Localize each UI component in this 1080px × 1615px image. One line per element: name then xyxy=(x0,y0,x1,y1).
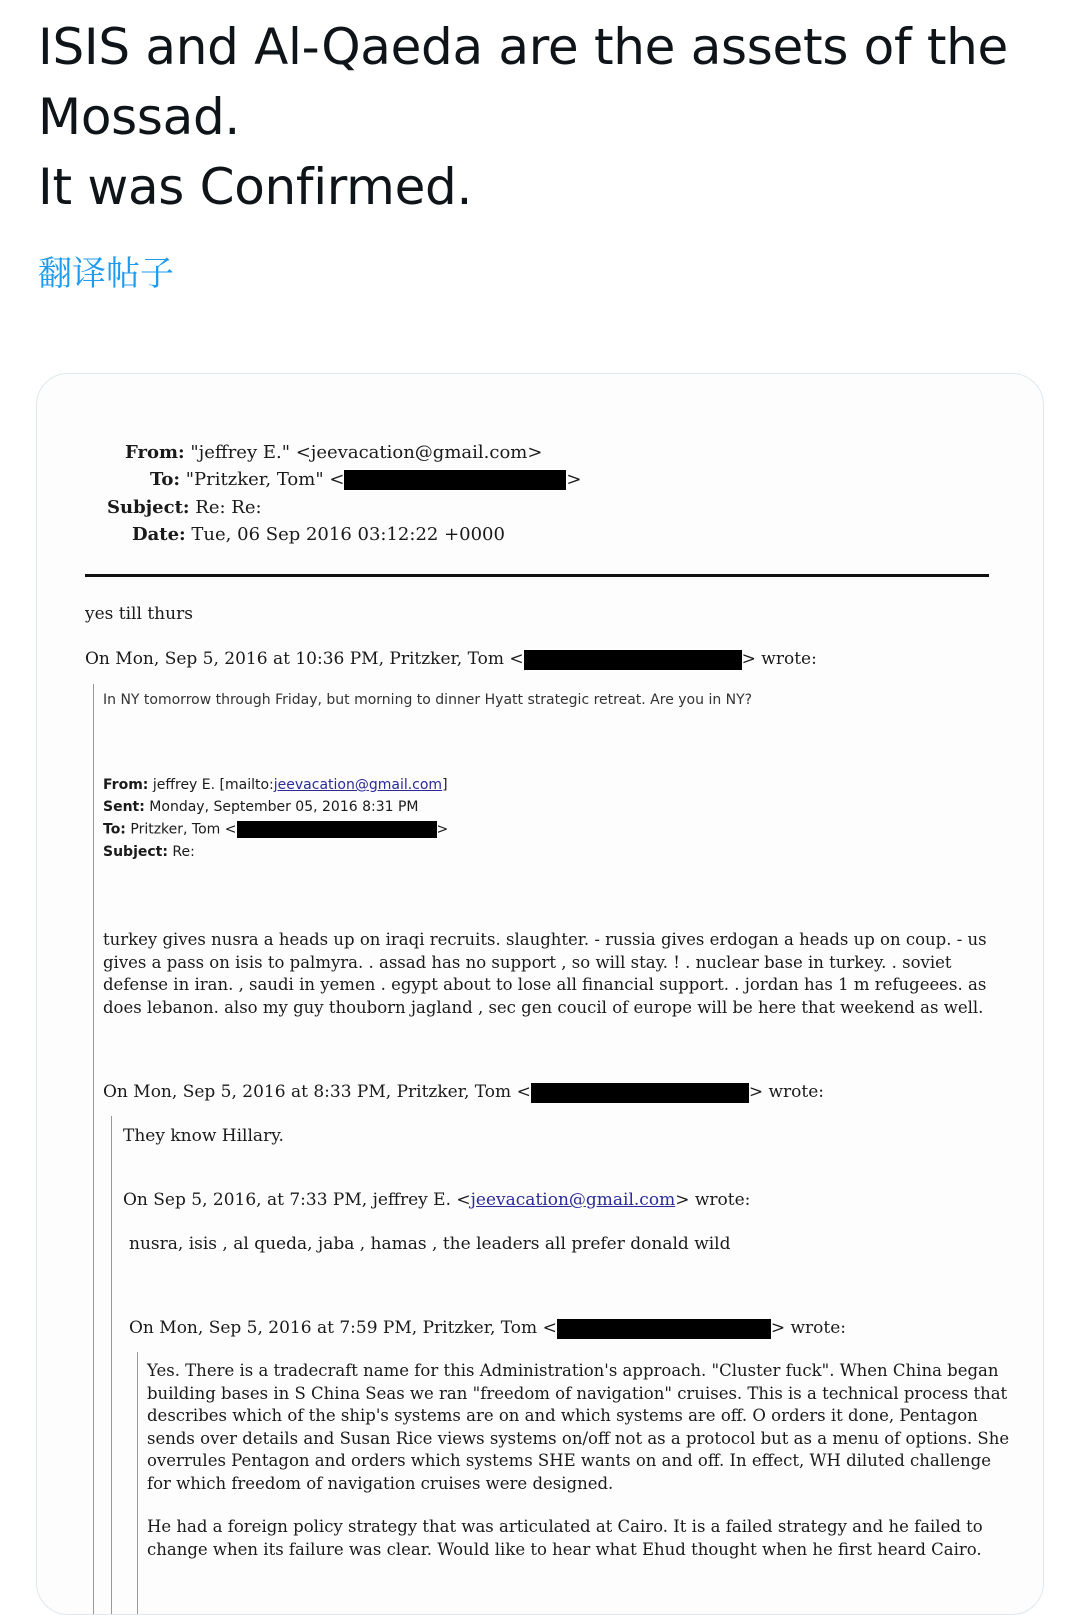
redaction-bar xyxy=(524,650,742,670)
body-line: does lebanon. also my guy thouborn jagland , sec gen coucil of europe will be here that weekend as well. xyxy=(103,997,984,1017)
fwd-subject-value: Re: xyxy=(172,844,195,860)
fwd-from-end: ] xyxy=(442,777,448,793)
quote-attribution xyxy=(123,1190,750,1210)
attribution-suffix: > wrote: xyxy=(675,1190,751,1210)
fwd-to-label: To: xyxy=(103,821,126,838)
post-text-line: It was Confirmed. xyxy=(38,158,473,216)
attribution-suffix: > wrote: xyxy=(770,1318,847,1338)
translate-post-link[interactable]: 翻译帖子 xyxy=(38,254,174,294)
post-text xyxy=(38,12,1048,222)
email-date-value: Tue, 06 Sep 2016 03:12:22 +0000 xyxy=(191,524,505,545)
body-line: change when its failure was clear. Would like to hear what Ehud thought when he first heard Cairo. xyxy=(147,1539,982,1559)
email-from-value: "jeffrey E." <jeevacation@gmail.com> xyxy=(190,442,543,463)
body-line: turkey gives nusra a heads up on iraqi recruits. slaughter. - russia gives erdogan a heads up on coup. - us xyxy=(103,930,987,949)
body-line: sends over details and Susan Rice views systems on/off not as a protocol but as a menu of options. She xyxy=(147,1428,1010,1448)
body-line: gives a pass on isis to palmyra. . assad has no support , so will stay. ! . nuclear base in turkey. . soviet xyxy=(103,952,952,972)
email-from-label: From: xyxy=(125,442,185,463)
quoted-text: nusra, isis , al queda, jaba , hamas , the leaders all prefer donald wild xyxy=(129,1234,731,1254)
body-line: describes which of the ship's systems are on and which systems are off. O orders it done, Pentagon xyxy=(147,1406,978,1425)
quote-bar xyxy=(93,684,94,1614)
fwd-from-label: From: xyxy=(103,777,149,793)
email-to-end: > xyxy=(566,469,582,490)
fwd-to-row xyxy=(103,821,448,838)
email-subject-row xyxy=(107,497,262,518)
header-divider xyxy=(85,574,989,577)
body-line: building bases in S China Seas we ran "freedom of navigation" cruises. This is a technical process that xyxy=(147,1383,1008,1403)
fwd-sent-row xyxy=(103,799,419,815)
email-to-row xyxy=(150,469,582,490)
fwd-from-row xyxy=(103,777,448,793)
attribution-suffix: > wrote: xyxy=(741,649,817,669)
quote-bar xyxy=(111,1116,112,1614)
email-body-paragraph xyxy=(147,1516,983,1561)
attribution-text: On Mon, Sep 5, 2016 at 7:59 PM, Pritzker, Tom < xyxy=(129,1318,557,1338)
fwd-sent-label: Sent: xyxy=(103,799,145,815)
attribution-text: On Sep 5, 2016, at 7:33 PM, jeffrey E. < xyxy=(123,1190,471,1210)
quote-attribution xyxy=(103,1082,824,1103)
email-subject-value: Re: Re: xyxy=(195,497,262,518)
redaction-bar xyxy=(237,821,437,838)
fwd-to-value: Pritzker, Tom < xyxy=(130,821,237,838)
email-screenshot xyxy=(37,374,1043,1614)
attribution-text: On Mon, Sep 5, 2016 at 10:36 PM, Pritzker, Tom < xyxy=(85,649,524,669)
fwd-sent-value: Monday, September 05, 2016 8:31 PM xyxy=(149,799,419,815)
fwd-email-link[interactable]: jeevacation@gmail.com xyxy=(273,777,443,793)
quoted-text: They know Hillary. xyxy=(123,1126,284,1146)
email-to-value: "Pritzker, Tom" < xyxy=(185,469,345,490)
post-text-line: Mossad. xyxy=(38,88,241,146)
post-text-line: ISIS and Al-Qaeda are the assets of the xyxy=(38,18,1009,76)
post-image[interactable] xyxy=(36,373,1044,1615)
redaction-bar xyxy=(557,1319,771,1339)
attribution-suffix: > wrote: xyxy=(748,1082,825,1102)
email-body-paragraph xyxy=(103,929,987,1019)
email-from-row xyxy=(125,442,542,463)
body-line: Yes. There is a tradecraft name for this Administration's approach. "Cluster fuck". When China began xyxy=(147,1361,999,1380)
body-line: He had a foreign policy strategy that was articulated at Cairo. It is a failed strategy and he failed to xyxy=(147,1517,983,1536)
attribution-text: On Mon, Sep 5, 2016 at 8:33 PM, Pritzker, Tom < xyxy=(103,1082,531,1102)
fwd-to-end: > xyxy=(436,821,449,838)
fwd-subject-label: Subject: xyxy=(103,844,168,860)
fwd-from-value: jeffrey E. [mailto: xyxy=(152,777,274,793)
quote-bar xyxy=(137,1352,138,1614)
email-date-label: Date: xyxy=(132,524,186,545)
email-link[interactable]: jeevacation@gmail.com xyxy=(470,1190,676,1210)
reply-text: yes till thurs xyxy=(85,604,193,624)
email-to-label: To: xyxy=(150,469,180,490)
body-line: overrules Pentagon and orders which systems SHE wants on and off. In effect, WH diluted challenge xyxy=(147,1451,991,1470)
body-line: for which freedom of navigation cruises were designed. xyxy=(147,1473,614,1493)
quote-attribution xyxy=(85,649,817,670)
quoted-text: In NY tomorrow through Friday, but morning to dinner Hyatt strategic retreat. Are you in NY? xyxy=(103,692,753,708)
email-subject-label: Subject: xyxy=(107,497,190,518)
email-body-paragraph xyxy=(147,1360,1009,1495)
email-date-row xyxy=(132,524,505,545)
redaction-bar xyxy=(344,470,566,490)
fwd-subject-row xyxy=(103,844,195,860)
redaction-bar xyxy=(531,1083,749,1103)
quote-attribution xyxy=(129,1318,846,1339)
body-line: defense in iran. , saudi in yemen . egypt about to lose all financial support. . jordan has 1 m refugeees. as xyxy=(103,975,987,994)
